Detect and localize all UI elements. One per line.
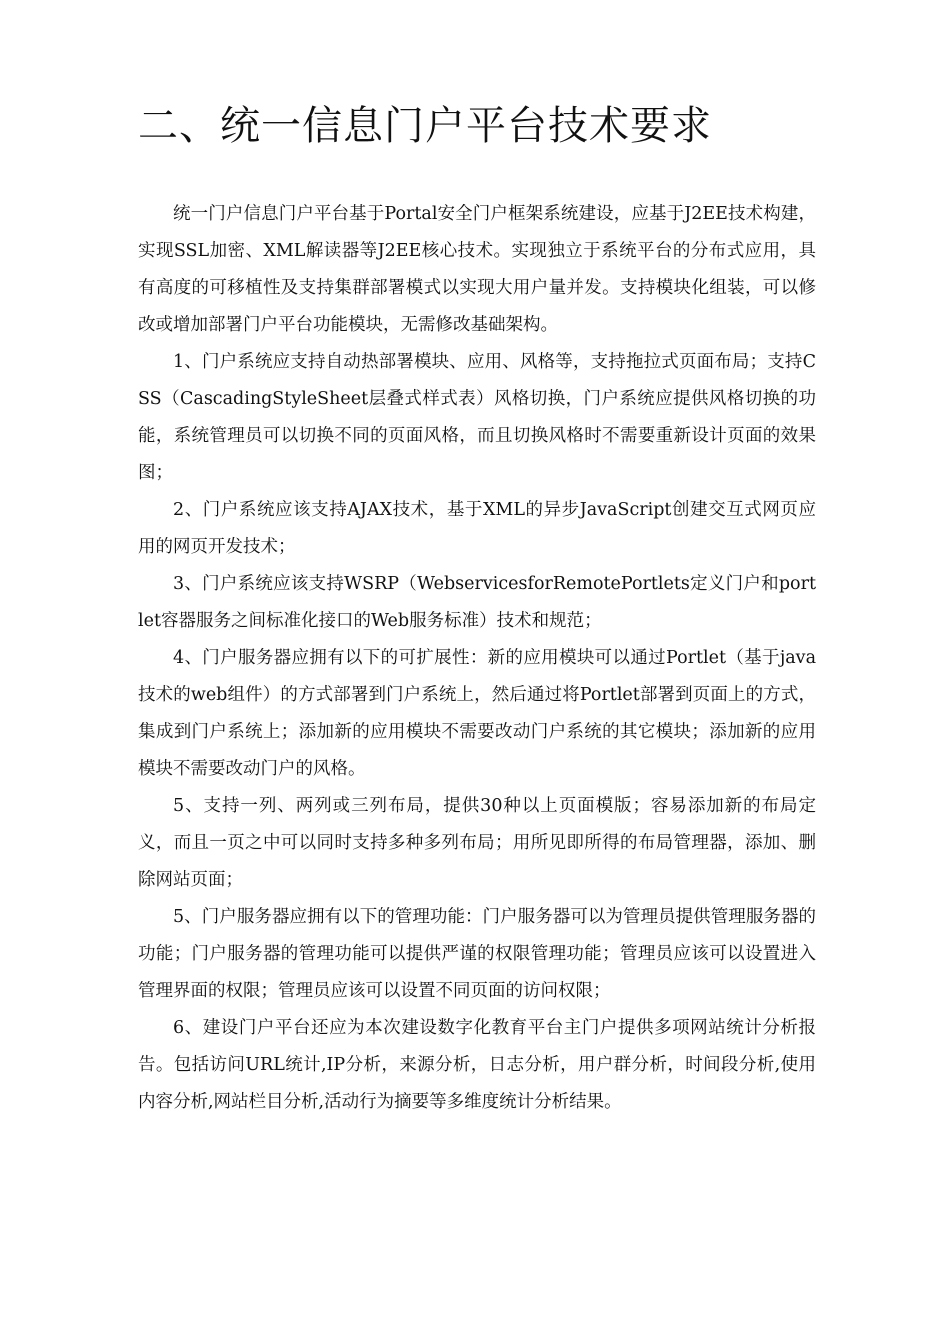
page-title: 二、统一信息门户平台技术要求 (138, 103, 712, 149)
paragraph-item-5b: 5、门户服务器应拥有以下的管理功能：门户服务器可以为管理员提供管理服务器的功能；门户服务器的管理功能可以提供严谨的权限管理功能；管理员应该可以设置进入管理界面的权限；管理员应该可以设置不同页面的访问权限； (138, 907, 816, 1001)
paragraph-item-4: 4、门户服务器应拥有以下的可扩展性：新的应用模块可以通过Portlet（基于java技术的web组件）的方式部署到门户系统上，然后通过将Portlet部署到页面上的方式，集成到门户系统上；添加新的应用模块不需要改动门户系统的其它模块；添加新的应用模块不需要改动门户的风格。 (138, 648, 816, 779)
paragraph-intro: 统一门户信息门户平台基于Portal安全门户框架系统建设，应基于J2EE技术构建，实现SSL加密、XML解读器等J2EE核心技术。实现独立于系统平台的分布式应用，具有高度的可移植性及支持集群部署模式以实现大用户量并发。支持模块化组装，可以修改或增加部署门户平台功能模块，无需修改基础架构。 (138, 204, 816, 335)
paragraph-item-3: 3、门户系统应该支持WSRP（WebservicesforRemotePortlets定义门户和portlet容器服务之间标准化接口的Web服务标准）技术和规范； (138, 574, 816, 631)
paragraph-item-5a: 5、支持一列、两列或三列布局，提供30种以上页面模版；容易添加新的布局定义，而且一页之中可以同时支持多种多列布局；用所见即所得的布局管理器，添加、删除网站页面； (138, 796, 816, 890)
document-body (138, 196, 816, 1121)
paragraph-item-1: 1、门户系统应支持自动热部署模块、应用、风格等，支持拖拉式页面布局；支持CSS（CascadingStyleSheet层叠式样式表）风格切换，门户系统应提供风格切换的功能，系统管理员可以切换不同的页面风格，而且切换风格时不需要重新设计页面的效果图； (138, 352, 816, 483)
paragraph-item-2: 2、门户系统应该支持AJAX技术，基于XML的异步JavaScript创建交互式网页应用的网页开发技术； (138, 500, 816, 557)
paragraph-item-6: 6、建设门户平台还应为本次建设数字化教育平台主门户提供多项网站统计分析报告。包括访问URL统计,IP分析，来源分析，日志分析，用户群分析，时间段分析,使用内容分析,网站栏目分析,活动行为摘要等多维度统计分析结果。 (138, 1018, 816, 1112)
